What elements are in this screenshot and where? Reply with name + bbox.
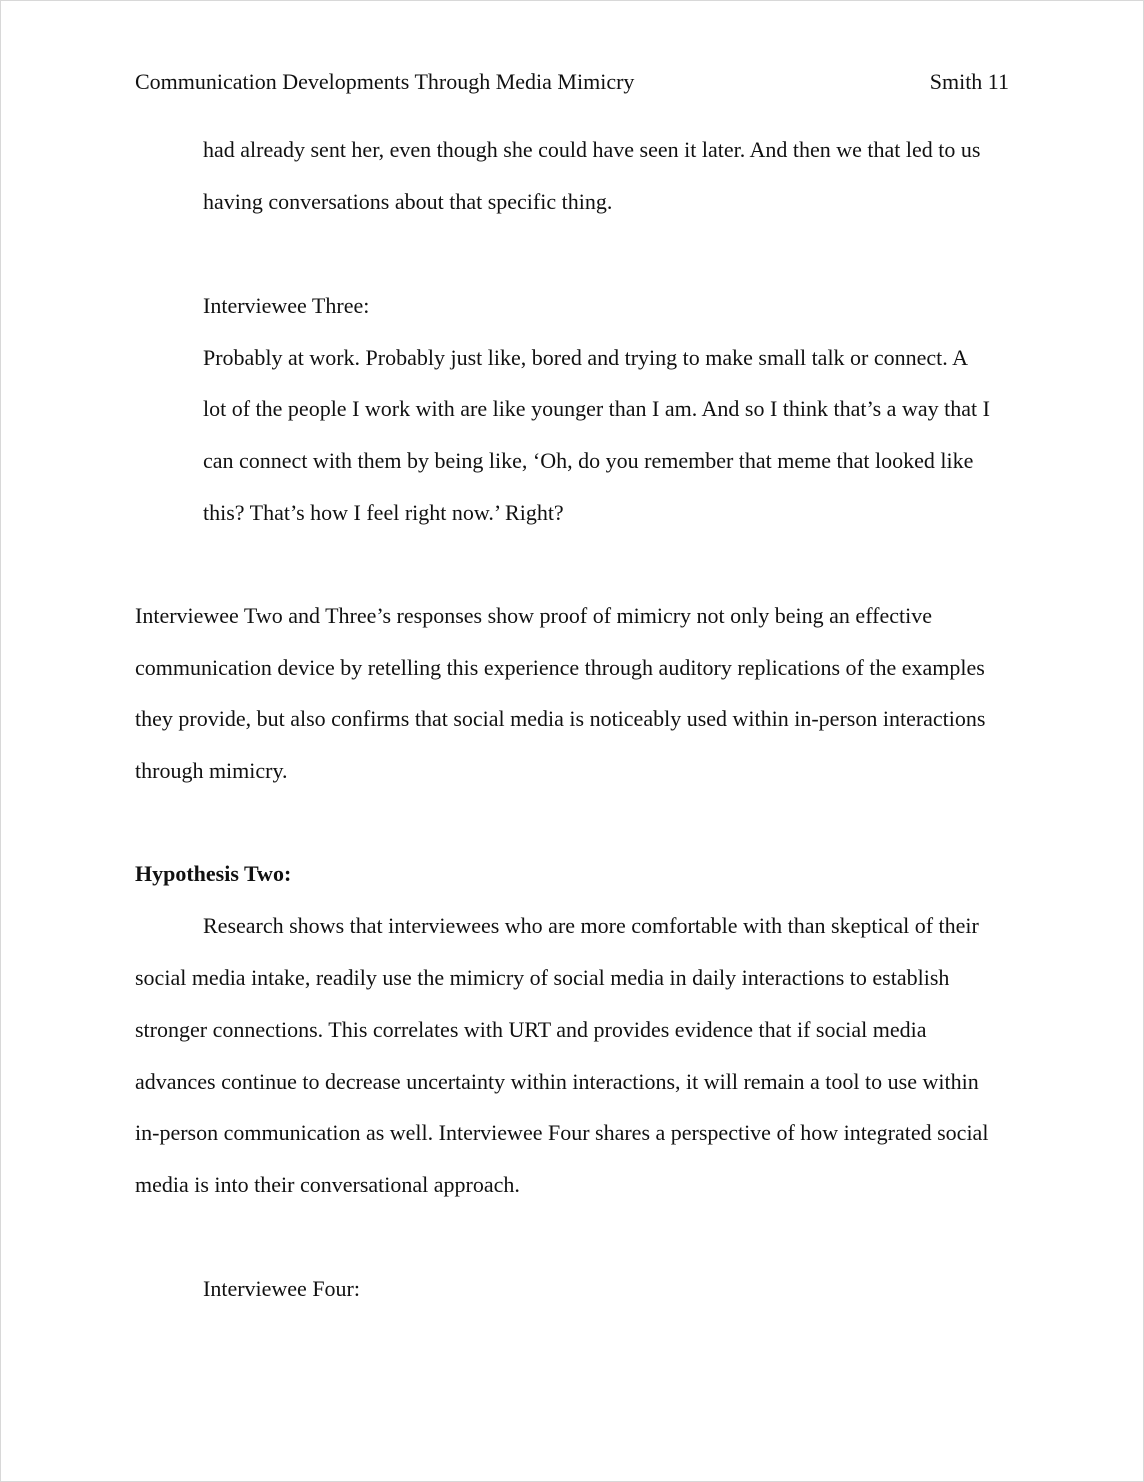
page-number: Smith 11 [929,69,1009,94]
quote-continuation-line-1: had already sent her, even though she could have seen it later. And then we that led to us [203,137,981,162]
interviewee-three-quote-line-3: can connect with them by being like, ‘Oh, do you remember that meme that looked like [203,448,974,473]
hypothesis-line-4: advances continue to decrease uncertainty within interactions, it will remain a tool to use within [135,1069,979,1094]
interviewee-three-quote-line-4: this? That’s how I feel right now.’ Right? [203,500,564,525]
interviewee-four-label: Interviewee Four: [203,1276,360,1301]
hypothesis-two-heading: Hypothesis Two: [135,861,292,886]
analysis-line-2: communication device by retelling this experience through auditory replications of the examples [135,655,985,680]
analysis-line-1: Interviewee Two and Three’s responses show proof of mimicry not only being an effective [135,603,932,628]
interviewee-three-label: Interviewee Three: [203,293,370,318]
hypothesis-line-6: media is into their conversational approach. [135,1172,520,1197]
quote-continuation-line-2: having conversations about that specific thing. [203,189,613,214]
analysis-line-4: through mimicry. [135,758,288,783]
hypothesis-line-3: stronger connections. This correlates with URT and provides evidence that if social media [135,1017,927,1042]
analysis-line-3: they provide, but also confirms that social media is noticeably used within in-person interactions [135,706,986,731]
running-header-title: Communication Developments Through Media Mimicry [135,69,635,94]
hypothesis-line-2: social media intake, readily use the mimicry of social media in daily interactions to establish [135,965,950,990]
interviewee-three-quote-line-2: lot of the people I work with are like younger than I am. And so I think that’s a way that I [203,396,990,421]
hypothesis-line-1: Research shows that interviewees who are more comfortable with than skeptical of their [203,913,979,938]
interviewee-three-quote-line-1: Probably at work. Probably just like, bored and trying to make small talk or connect. A [203,345,968,370]
hypothesis-line-5: in-person communication as well. Interviewee Four shares a perspective of how integrated social [135,1120,989,1145]
